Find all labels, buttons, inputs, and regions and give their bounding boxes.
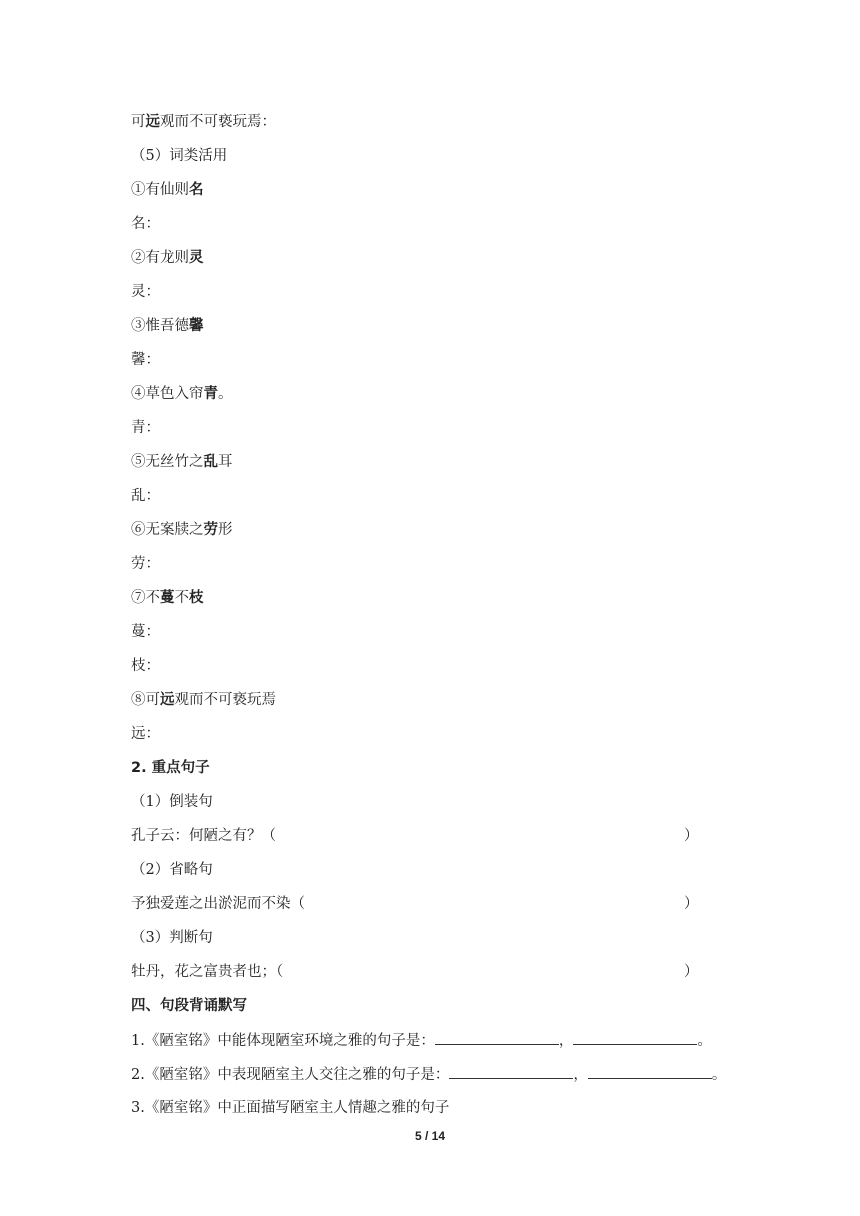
answer-label: 蔓： <box>131 624 160 640</box>
answer-label: 灵： <box>131 284 160 300</box>
subheading-omission: （2）省略句 <box>131 862 213 878</box>
answer-paren-close: ） <box>684 828 699 844</box>
text-line: ⑥无案牍之劳形 <box>131 522 233 538</box>
answer-blank[interactable] <box>435 1030 559 1045</box>
text-line: ④草色入帘青。 <box>131 386 233 402</box>
answer-label: 劳： <box>131 556 160 572</box>
question-sentence: 孔子云：何陋之有？（ <box>131 828 276 844</box>
fill-in-question-1: 1.《陋室铭》中能体现陋室环境之雅的句子是： ， 。 <box>131 1030 712 1051</box>
question-sentence: 牡丹，花之富贵者也；（ <box>131 964 284 980</box>
answer-paren-close: ） <box>684 964 699 980</box>
answer-label: 馨： <box>131 352 160 368</box>
subheading-part-of-speech: （5）词类活用 <box>131 148 228 164</box>
answer-blank[interactable] <box>588 1064 712 1079</box>
section-heading-key-sentences: 2. 重点句子 <box>131 760 210 776</box>
text-line: 可远观而不可亵玩焉： <box>131 114 276 130</box>
fill-in-question-2: 2.《陋室铭》中表现陋室主人交往之雅的句子是： ， 。 <box>131 1064 726 1085</box>
answer-label: 乱： <box>131 488 160 504</box>
subheading-inversion: （1）倒装句 <box>131 794 213 810</box>
answer-label: 名： <box>131 216 160 232</box>
answer-label: 青： <box>131 420 160 436</box>
answer-blank[interactable] <box>449 1064 573 1079</box>
text-line: ⑧可远观而不可亵玩焉 <box>131 692 276 708</box>
text-line: ⑤无丝竹之乱耳 <box>131 454 233 470</box>
answer-label: 枝： <box>131 658 160 674</box>
question-sentence: 予独爱莲之出淤泥而不染（ <box>131 896 305 912</box>
text-line: ①有仙则名 <box>131 182 204 198</box>
answer-blank[interactable] <box>573 1030 697 1045</box>
answer-label: 远： <box>131 726 160 742</box>
answer-paren-close: ） <box>684 896 699 912</box>
page-number: 5 / 14 <box>414 1129 446 1143</box>
section-heading-recitation: 四、句段背诵默写 <box>131 998 247 1014</box>
text-line: ②有龙则灵 <box>131 250 204 266</box>
text-line: ⑦不蔓不枝 <box>131 590 204 606</box>
text-line: ③惟吾德馨 <box>131 318 204 334</box>
subheading-judgment: （3）判断句 <box>131 930 213 946</box>
fill-in-question-3: 3.《陋室铭》中正面描写陋室主人情趣之雅的句子 <box>131 1100 450 1116</box>
